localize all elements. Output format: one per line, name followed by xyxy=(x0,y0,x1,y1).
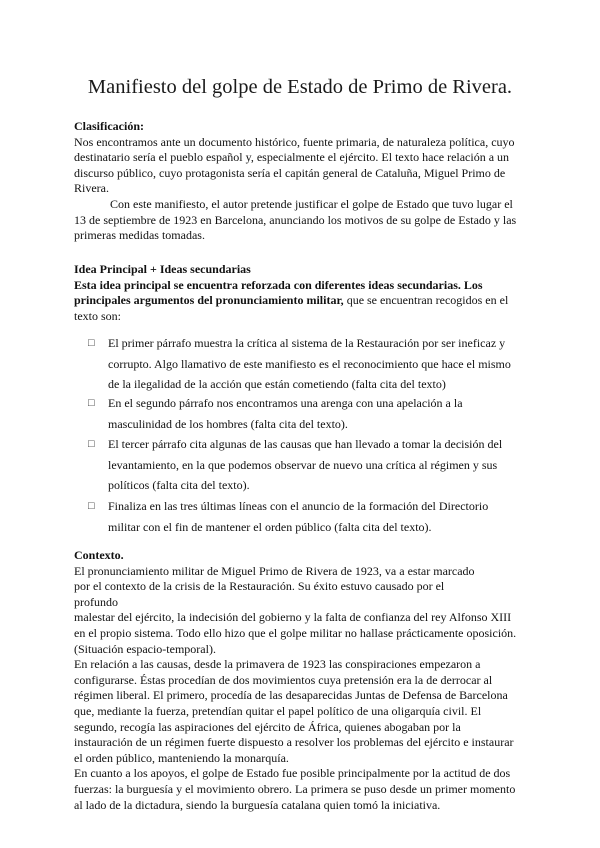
list-item xyxy=(88,496,520,537)
idea-lead-paragraph xyxy=(74,278,520,325)
bullet-icon: □ xyxy=(88,438,95,450)
list-item xyxy=(88,333,520,395)
idea-lead-rest: que se encuentran recogidos en el texto son: xyxy=(74,293,509,323)
contexto-heading: Contexto. xyxy=(74,548,124,562)
clasificacion-paragraph-2: Con este manifiesto, el autor pretende justificar el golpe de Estado que tuvo lugar el 13 de septiembre de 1923 en Barcelona, anunciando los motivos de su golpe de Estado y las primeras medidas tomadas. xyxy=(74,196,517,243)
document-title: Manifiesto del golpe de Estado de Primo de Rivera. xyxy=(87,76,513,98)
idea-bullet-list xyxy=(88,496,520,537)
clasificacion-paragraph-1: Nos encontramos ante un documento histórico, fuente primaria, de naturaleza política, cuyo destinatario sería el pueblo español y, especialmente el ejército. El texto hace relación a un discurso público, cuyo protagonista sería el capitán general de Cataluña, Miguel Primo de Rivera. xyxy=(74,134,515,196)
bullet-icon: □ xyxy=(88,500,95,512)
contexto-section xyxy=(74,548,520,813)
contexto-paragraph-1-line-1: El pronunciamiento militar de Miguel Primo de Rivera de 1923, va a estar marcado xyxy=(74,563,475,578)
list-item xyxy=(88,393,520,434)
bullet-icon: □ xyxy=(88,337,95,349)
contexto-paragraph-1-rest: malestar del ejército, la indecisión del gobierno y la falta de confianza del rey Alfonso XIII en el propio sistema. Todo ello hizo que el golpe militar no hallase prácticamente oposición. (Situación espacio-temporal). xyxy=(74,610,517,656)
contexto-paragraph-2: En relación a las causas, desde la primavera de 1923 las conspiraciones empezaron a configurarse. Éstas procedían de dos movimientos cuya pretensión era la de derrocar al régimen liberal. El primero, procedía de las desaparecidas Juntas de Defensa de Barcelona que, mediante la fuerza, pretendían quitar el papel político de una oligarquía civil. El segundo, recogía las aspiraciones del ejército de África, quienes abogaban por la instauración de un régimen fuerte dispuesto a resolver los problemas del ejército e instaurar el orden público, manteniendo la monarquía. xyxy=(74,657,514,765)
clasificacion-heading: Clasificación: xyxy=(74,119,144,133)
bullet-icon: □ xyxy=(88,397,95,409)
idea-bullet-list xyxy=(88,333,520,395)
idea-heading: Idea Principal + Ideas secundarias xyxy=(74,262,251,276)
contexto-paragraph-1-line-3: profundo xyxy=(74,594,118,609)
contexto-paragraph-1-line-2: por el contexto de la crisis de la Restauración. Su éxito estuvo causado por el xyxy=(74,579,445,594)
bullet-text: Finaliza en las tres últimas líneas con el anuncio de la formación del Directorio militar con el fin de mantener el orden público (falta cita del texto). xyxy=(108,499,489,534)
idea-lead-bold: Esta idea principal se encuentra reforzada con diferentes ideas secundarias. Los principales argumentos del pronunciamiento militar, xyxy=(74,277,483,308)
list-item xyxy=(88,434,520,496)
idea-section xyxy=(74,262,520,324)
bullet-text: En el segundo párrafo nos encontramos una arenga con una apelación a la masculinidad de los hombres (falta cita del texto). xyxy=(108,396,463,431)
bullet-text: El tercer párrafo cita algunas de las causas que han llevado a tomar la decisión del levantamiento, en la que podemos observar de nuevo una crítica al régimen y sus políticos (falta cita del texto). xyxy=(108,437,503,492)
idea-bullet-list xyxy=(88,434,520,496)
clasificacion-section xyxy=(74,119,520,244)
contexto-paragraph-3: En cuanto a los apoyos, el golpe de Estado fue posible principalmente por la actitud de dos fuerzas: la burguesía y el movimiento obrero. La primera se puso desde un primer momento al lado de la dictadura, siendo la burguesía catalana quien tomó la iniciativa. xyxy=(74,766,516,812)
bullet-text: El primer párrafo muestra la crítica al sistema de la Restauración por ser ineficaz y corrupto. Algo llamativo de este manifiesto es el reconocimiento que hace el mismo de la ilegalidad de la acción que están cometiendo (falta cita del texto) xyxy=(108,336,511,391)
idea-bullet-list xyxy=(88,393,520,434)
